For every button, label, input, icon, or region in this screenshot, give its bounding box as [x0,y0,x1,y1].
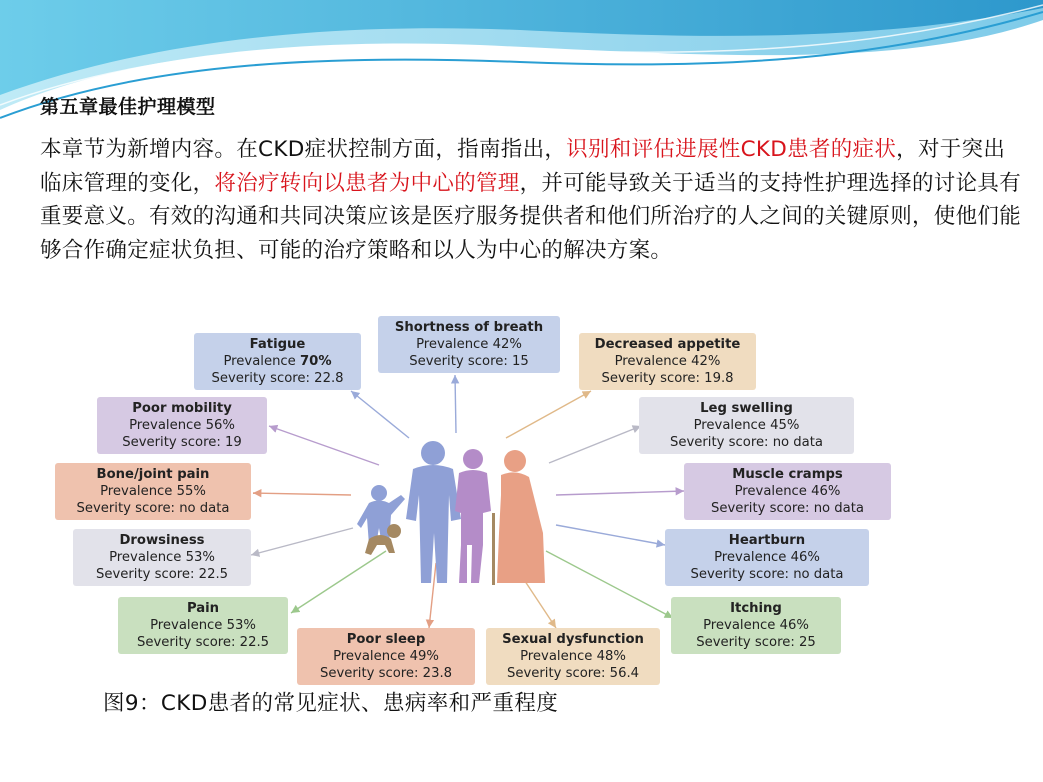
prevalence-label: Prevalence [714,550,791,565]
prevalence-label: Prevalence [734,484,812,499]
symptom-severity: Severity score: 22.5 [95,567,229,582]
symptom-box [639,397,854,454]
slide-title: 第五章最佳护理模型 [40,96,216,118]
prevalence-label: Prevalence [333,649,410,664]
symptom-box [194,333,361,390]
prevalence-label: Prevalence [614,354,692,369]
symptom-prevalence [73,549,251,566]
symptom-name: Itching [730,601,782,616]
prevalence-value: 53% [185,550,215,565]
paragraph-segment: ，并可能导致关于适当的支持性护理选择的讨论具有重要意义。有效的沟通和共同决策应该是医疗服务提供者和他们所治疗的人之间的关键原则，使他们能够合作确定症状负担、可能的治疗策略和以人为中心的解决方案。 [40,170,1022,263]
symptom-arrow [506,391,591,438]
symptom-severity: Severity score: no data [669,435,824,450]
prevalence-value: 42% [492,337,522,352]
symptom-arrow [291,551,386,613]
symptom-severity: Severity score: 15 [409,354,529,369]
symptom-name: Muscle cramps [732,467,843,482]
symptom-name: Pain [186,601,220,616]
paragraph-segment: ，对于突出临床管理的变化， [40,137,1006,196]
symptom-severity: Severity score: 25 [696,635,816,650]
prevalence-label: Prevalence [223,354,300,369]
symptom-name: Sexual dysfunction [502,632,644,647]
highlighted-segment: 识别和评估进展性CKD患者的症状 [566,137,897,162]
symptom-arrow [556,525,665,545]
figure-caption: 图9：CKD患者的常见症状、患病率和严重程度 [103,691,559,716]
symptom-prevalence [486,648,660,665]
prevalence-label: Prevalence [109,550,186,565]
symptom-box [579,333,756,390]
symptom-prevalence [297,648,475,665]
symptom-prevalence [665,549,869,566]
body-paragraph [40,133,1025,267]
symptom-name: Bone/joint pain [96,467,210,482]
symptom-arrow [546,551,673,618]
prevalence-value: 46% [811,484,841,499]
symptom-arrow [556,491,684,495]
symptom-arrow [269,426,379,465]
prevalence-value: 55% [176,484,206,499]
symptom-box [55,463,251,520]
symptom-box [486,628,660,685]
symptom-arrow [251,528,353,555]
prevalence-value: 42% [691,354,721,369]
symptom-diagram [51,283,929,695]
prevalence-label: Prevalence [150,618,227,633]
symptom-severity: Severity score: 19.8 [601,371,734,386]
symptom-severity: Severity score: 23.8 [319,666,453,681]
family-illustration [357,441,545,585]
symptom-arrow [549,426,641,463]
symptom-severity: Severity score: no data [76,501,230,516]
prevalence-value: 45% [770,418,800,433]
symptom-box [97,397,267,454]
symptom-prevalence [55,483,251,500]
symptom-prevalence [671,617,841,634]
prevalence-label: Prevalence [129,418,206,433]
symptom-arrow [351,391,409,438]
symptom-arrow [253,493,351,495]
symptom-box [118,597,288,654]
symptom-name: Leg swelling [700,401,793,416]
symptom-name: Decreased appetite [594,337,741,352]
prevalence-value: 48% [596,649,626,664]
symptom-box [73,529,251,586]
symptom-prevalence [118,617,288,634]
symptom-severity: Severity score: 22.8 [211,371,344,386]
prevalence-value: 46% [779,618,809,633]
symptom-box [378,316,560,373]
symptom-prevalence [579,353,756,370]
symptom-box [297,628,475,685]
symptom-prevalence [684,483,891,500]
symptom-severity: Severity score: 19 [122,435,242,450]
symptom-severity: Severity score: no data [710,501,865,516]
symptom-name: Drowsiness [119,533,205,548]
symptom-name: Poor mobility [132,401,232,416]
symptom-box [671,597,841,654]
prevalence-value: 56% [205,418,235,433]
symptom-box [665,529,869,586]
symptom-name: Heartburn [728,533,806,548]
symptom-name: Shortness of breath [394,320,544,335]
symptom-prevalence [194,353,361,370]
symptom-severity: Severity score: no data [690,567,844,582]
symptom-arrow [455,375,456,433]
symptom-name: Fatigue [249,337,306,352]
prevalence-label: Prevalence [100,484,177,499]
highlighted-segment: 将治疗转向以患者为中心的管理 [214,170,520,196]
symptom-name: Poor sleep [346,632,426,647]
symptom-prevalence [97,417,267,434]
symptom-prevalence [378,336,560,353]
prevalence-value: 46% [790,550,820,565]
prevalence-value: 53% [226,618,256,633]
father-figure [406,441,461,583]
prevalence-value: 70% [299,354,332,369]
prevalence-value: 49% [409,649,439,664]
symptom-severity: Severity score: 56.4 [506,666,640,681]
symptom-severity: Severity score: 22.5 [136,635,270,650]
grandmother-figure [492,450,545,585]
prevalence-label: Prevalence [703,618,780,633]
prevalence-label: Prevalence [693,418,771,433]
prevalence-label: Prevalence [520,649,597,664]
prevalence-label: Prevalence [416,337,493,352]
paragraph-segment: 本章节为新增内容。在CKD症状控制方面，指南指出， [40,137,567,162]
symptom-prevalence [639,417,854,434]
symptom-box [684,463,891,520]
